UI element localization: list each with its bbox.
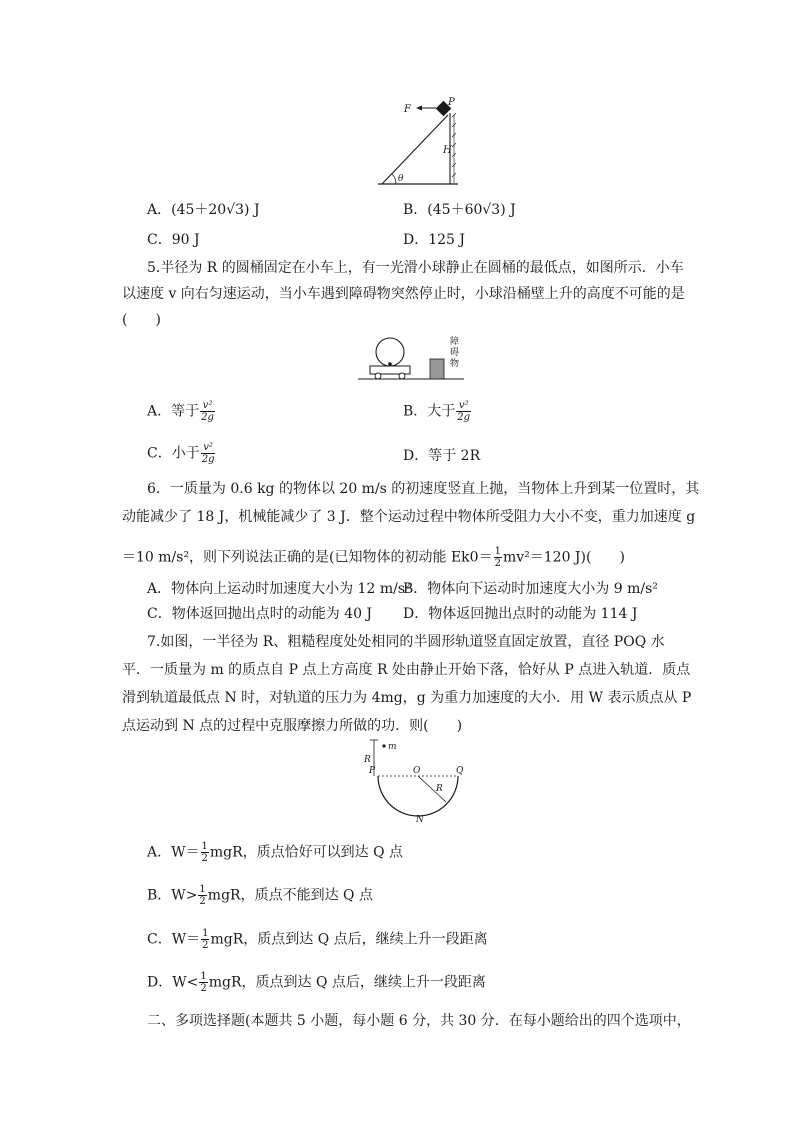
q6-option-c: C．物体返回抛出点时的动能为 40 J: [147, 606, 373, 622]
q7-d-num: 1: [200, 971, 207, 982]
q7-option-d: [147, 971, 486, 994]
obstacle: [430, 359, 444, 379]
q7-b-post: mgR，质点不能到达 Q 点: [207, 887, 373, 904]
label-m: m: [388, 742, 397, 752]
q5-c-fraction: [201, 442, 216, 465]
q6-frac-num: 1: [494, 546, 501, 557]
q5-option-a: [147, 400, 216, 423]
obstacle-label-1: 障: [450, 337, 460, 347]
q7-d-den: 2: [200, 983, 207, 994]
q5-b-den: 2g: [457, 412, 471, 423]
q4-option-a: A．(45＋20√3) J: [147, 202, 260, 218]
q5-line-3: ( ): [122, 312, 161, 328]
q7-option-b: [147, 884, 373, 907]
mass-point: [382, 744, 385, 747]
q7-d-pre: D．W<: [147, 974, 199, 991]
cart-body: [370, 366, 410, 374]
q7-b-num: 1: [199, 884, 206, 895]
q4-option-d: D．125 J: [403, 232, 466, 248]
q5-a-den: 2g: [201, 412, 214, 423]
q6-line-1: 6．一质量为 0.6 kg 的物体以 20 m/s 的初速度竖直上抛，当物体上升到某一位置时，其: [147, 481, 700, 497]
q7-b-fraction: [198, 884, 206, 907]
q5-option-b: [403, 400, 472, 423]
q7-line-2: 平．一质量为 m 的质点自 P 点上方高度 R 处由静止开始下落，恰好从 P 点进入轨道．质点: [122, 662, 691, 678]
q7-b-pre: B．W>: [147, 887, 198, 904]
label-P: P: [448, 97, 455, 108]
q7-c-post: mgR，质点到达 Q 点后，继续上升一段距离: [210, 931, 488, 948]
q6-line-3: [122, 546, 625, 569]
q7-option-a: [147, 841, 403, 864]
label-H: H: [443, 145, 452, 156]
section-2-heading: 二、多项选择题(本题共 5 小题，每小题 6 分，共 30 分．在每小题给出的四个选项中，: [147, 1013, 691, 1029]
angle-arc: [392, 174, 396, 184]
q6-line-2: 动能减少了 18 J，机械能减少了 3 J．整个运动过程中物体所受阻力大小不变，重力加速度 g: [122, 509, 696, 525]
q6-option-b: B．物体向下运动时加速度大小为 9 m/s²: [403, 581, 658, 597]
cart-wheel-left: [375, 373, 381, 379]
q7-option-c: [147, 928, 488, 951]
label-p: P: [369, 766, 376, 776]
q7-a-den: 2: [201, 853, 208, 864]
q7-a-num: 1: [201, 841, 208, 852]
q5-option-d: D．等于 2R: [403, 448, 481, 464]
q5-c-prefix: C．小于: [147, 445, 200, 462]
q5-a-num: v²: [200, 400, 215, 412]
q5-b-fraction: [456, 400, 471, 423]
q5-option-c: [147, 442, 216, 465]
ball: [388, 362, 392, 366]
q5-line-2: 以速度 v 向右匀速运动，当小车遇到障碍物突然停止时，小球沿桶壁上升的高度不可能的是: [122, 286, 685, 302]
label-o: O: [413, 766, 421, 776]
q7-a-fraction: [201, 841, 209, 864]
incline-figure: [370, 95, 470, 190]
q7-c-pre: C．W＝: [147, 931, 201, 948]
q7-c-fraction: [201, 928, 209, 951]
q4-option-b: B．(45＋60√3) J: [403, 202, 516, 218]
q6-line-3-a: ＝10 m/s²，则下列说法正确的是(已知物体的初动能 Ek0＝: [122, 549, 493, 566]
q7-b-den: 2: [199, 896, 206, 907]
semicircle-track-figure: [360, 738, 470, 826]
q4-option-c: C．90 J: [147, 232, 200, 248]
q7-line-1: 7.如图，一半径为 R、粗糙程度处处相同的半圆形轨道竖直固定放置，直径 POQ 水: [147, 634, 665, 650]
q7-d-fraction: [199, 971, 207, 994]
label-r-height: R: [364, 755, 371, 765]
obstacle-label-3: 物: [450, 359, 460, 369]
q5-b-prefix: B．大于: [403, 403, 456, 420]
q7-a-pre: A．W＝: [147, 844, 200, 861]
q6-option-a: A．物体向上运动时加速度大小为 12 m/s²: [147, 581, 411, 597]
q6-frac-den: 2: [494, 558, 501, 569]
q5-a-prefix: A．等于: [147, 403, 200, 420]
q7-line-3: 滑到轨道最低点 N 时，对轨道的压力为 4mg，g 为重力加速度的大小．用 W 表示质点从 P: [122, 690, 692, 706]
incline-line: [382, 115, 448, 184]
label-n: N: [416, 815, 424, 825]
label-F: F: [404, 104, 411, 115]
q7-c-den: 2: [202, 940, 209, 951]
label-q: Q: [456, 766, 464, 776]
q7-c-num: 1: [202, 928, 209, 939]
q6-fraction: [494, 546, 502, 569]
q7-d-post: mgR，质点到达 Q 点后，继续上升一段距离: [208, 974, 486, 991]
q6-line-3-b: mv²＝120 J)( ): [502, 549, 625, 566]
semicircle-track: [378, 776, 458, 816]
q5-b-num: v²: [456, 400, 471, 412]
force-arrowhead: [416, 106, 422, 111]
q5-c-num: v²: [201, 442, 216, 454]
q6-option-d: D．物体返回抛出点时的动能为 114 J: [403, 606, 638, 622]
label-r-radius: R: [436, 784, 443, 794]
q5-c-den: 2g: [201, 454, 215, 465]
cart-wheel-right: [399, 373, 405, 379]
q7-a-post: mgR，质点恰好可以到达 Q 点: [209, 844, 404, 861]
q5-a-fraction: [200, 400, 215, 423]
obstacle-label-2: 碍: [450, 348, 460, 358]
label-theta: θ: [398, 174, 404, 184]
barrel: [376, 338, 404, 366]
q7-line-4: 点运动到 N 点的过程中克服摩擦力所做的功．则( ): [122, 718, 463, 734]
q5-line-1: 5.半径为 R 的圆桶固定在小车上，有一光滑小球静止在圆桶的最低点，如图所示．小车: [147, 260, 684, 276]
cart-figure: [356, 330, 466, 382]
